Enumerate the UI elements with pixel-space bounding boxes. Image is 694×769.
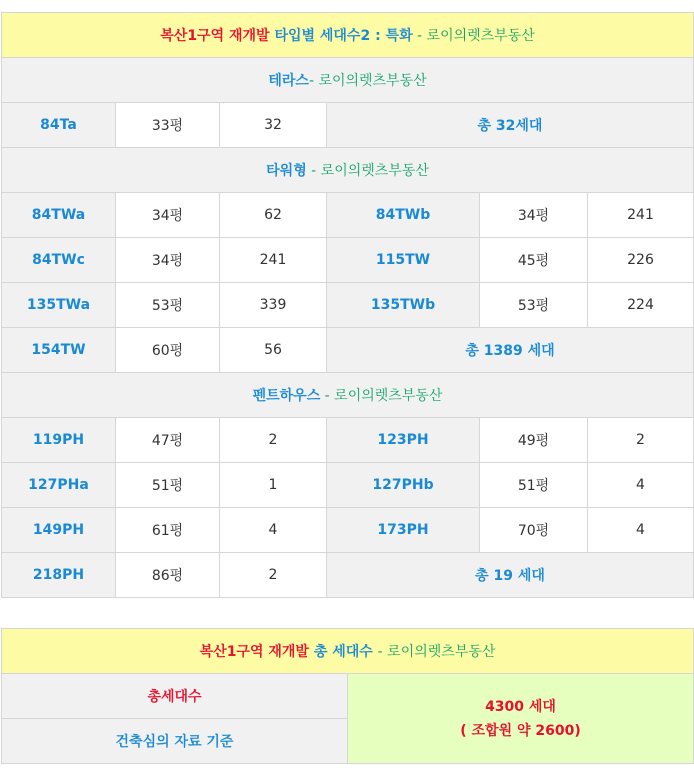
total-household-table: [1, 628, 694, 764]
type-cell: 173PH: [327, 508, 480, 553]
total-cell: 총 19 세대: [327, 553, 694, 598]
size-cell: 53평: [116, 283, 220, 328]
size-cell: 51평: [116, 463, 220, 508]
section-header-terrace: [2, 58, 694, 103]
count-cell: 32: [220, 103, 327, 148]
section-header-penthouse: [2, 373, 694, 418]
type-cell: 218PH: [2, 553, 116, 598]
type-cell: 115TW: [327, 238, 480, 283]
type-cell: 84TWb: [327, 193, 480, 238]
total-households-value: [348, 674, 694, 764]
type-cell: 119PH: [2, 418, 116, 463]
title-part1: 복산1구역 재개발: [160, 28, 275, 44]
type-cell: 154TW: [2, 328, 116, 373]
size-cell: 33평: [116, 103, 220, 148]
value-line2: ( 조합원 약 2600): [460, 722, 581, 739]
count-cell: 2: [220, 418, 327, 463]
table-row: [2, 328, 694, 373]
table-row: [2, 508, 694, 553]
count-cell: 2: [220, 553, 327, 598]
count-cell: 4: [588, 463, 694, 508]
size-cell: 47평: [116, 418, 220, 463]
type-cell: 135TWa: [2, 283, 116, 328]
size-cell: 60평: [116, 328, 220, 373]
title-part2: 총 세대수: [313, 644, 378, 660]
count-cell: 2: [588, 418, 694, 463]
count-cell: 339: [220, 283, 327, 328]
type-cell: 149PH: [2, 508, 116, 553]
title-part1: 복산1구역 재개발: [199, 644, 314, 660]
section-name: 타워형: [266, 163, 307, 179]
title-part3: - 로이의렛츠부동산: [377, 644, 496, 660]
section-suffix: - 로이의렛츠부동산: [308, 73, 427, 89]
type-cell: 84TWc: [2, 238, 116, 283]
count-cell: 241: [588, 193, 694, 238]
size-cell: 49평: [480, 418, 588, 463]
table-row: [2, 283, 694, 328]
table-row: [2, 103, 694, 148]
size-cell: 34평: [480, 193, 588, 238]
value-line1: 4300 세대: [485, 698, 556, 715]
title-part2: 타입별 세대수2 : 특화: [274, 28, 413, 44]
table-row: [2, 553, 694, 598]
type-cell: 84Ta: [2, 103, 116, 148]
type-cell: 127PHa: [2, 463, 116, 508]
count-cell: 62: [220, 193, 327, 238]
table-row: [2, 463, 694, 508]
table-row: [2, 193, 694, 238]
count-cell: 241: [220, 238, 327, 283]
size-cell: 45평: [480, 238, 588, 283]
count-cell: 224: [588, 283, 694, 328]
size-cell: 86평: [116, 553, 220, 598]
table-title: [2, 13, 694, 58]
section-suffix: - 로이의렛츠부동산: [320, 388, 443, 404]
total-households-label: 총세대수: [2, 674, 348, 719]
total-cell: 총 32세대: [327, 103, 694, 148]
table-title: [2, 629, 694, 674]
section-header-tower: [2, 148, 694, 193]
type-household-table: [1, 12, 694, 598]
table-row: [2, 418, 694, 463]
size-cell: 34평: [116, 238, 220, 283]
total-cell: 총 1389 세대: [327, 328, 694, 373]
section-name: 테라스: [268, 73, 309, 89]
count-cell: 1: [220, 463, 327, 508]
size-cell: 51평: [480, 463, 588, 508]
size-cell: 53평: [480, 283, 588, 328]
type-cell: 135TWb: [327, 283, 480, 328]
type-cell: 84TWa: [2, 193, 116, 238]
count-cell: 4: [588, 508, 694, 553]
size-cell: 70평: [480, 508, 588, 553]
title-part3: - 로이의렛츠부동산: [412, 28, 535, 44]
table-row: [2, 238, 694, 283]
type-cell: 127PHb: [327, 463, 480, 508]
count-cell: 226: [588, 238, 694, 283]
count-cell: 56: [220, 328, 327, 373]
count-cell: 4: [220, 508, 327, 553]
size-cell: 34평: [116, 193, 220, 238]
size-cell: 61평: [116, 508, 220, 553]
type-cell: 123PH: [327, 418, 480, 463]
section-name: 펜트하우스: [252, 388, 321, 404]
basis-label: 건축심의 자료 기준: [2, 719, 348, 764]
section-suffix: - 로이의렛츠부동산: [306, 163, 429, 179]
